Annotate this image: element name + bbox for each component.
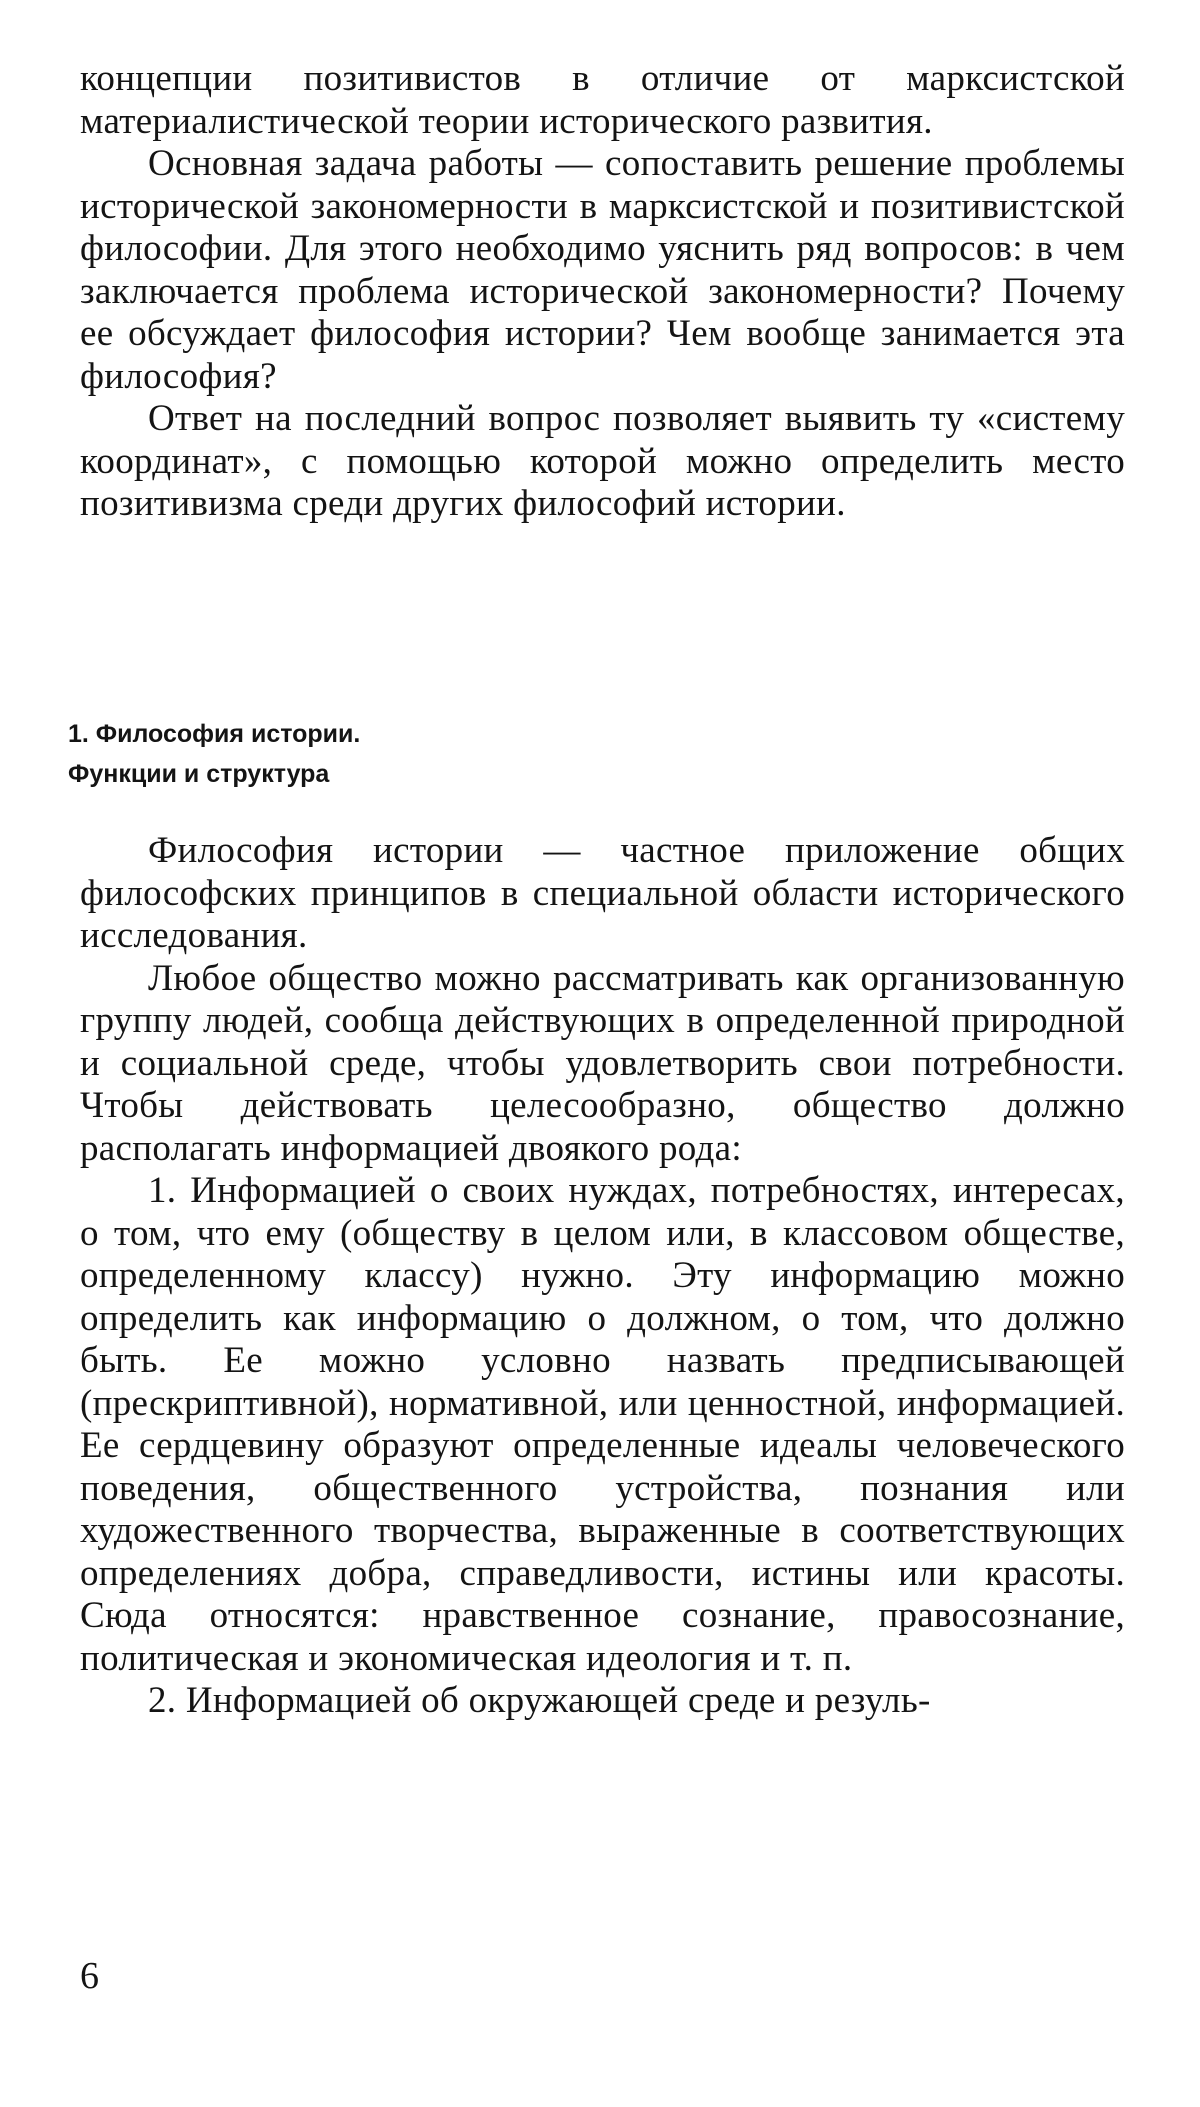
section-paragraph-item-1: 1. Информацией о своих нуждах, потребностях, интересах, о том, что ему (обществу в целом или, в классовом обществе, определенному классу) нужно. Эту информацию можно определить как информацию о должном, о том, что должно быть. Ее можно условно назвать предписывающей (прескриптивной), нормативной, или ценностной, информацией. Ее сердцевину образуют определенные идеалы человеческого поведения, общественного устройства, познания или художественного творчества, выраженные в соответствующих определениях добра, справедливости, истины или красоты. Сюда относятся: нравственное сознание, правосознание, политическая и экономическая идеология и т. п. (80, 1170, 1125, 1679)
section-heading (68, 714, 968, 794)
page-number: 6 (80, 1955, 99, 1997)
section-heading-line-1: 1. Философия истории. (68, 720, 361, 748)
section-paragraph-definition: Философия истории — частное приложение общих философских принципов в специальной области исторического исследования. (80, 830, 1125, 956)
intro-text-block (80, 58, 1125, 526)
section-text-block (80, 830, 1125, 1723)
intro-task-paragraph: Основная задача работы — сопоставить решение проблемы исторической закономерности в марксистской и позитивистской философии. Для этого необходимо уяснить ряд вопросов: в чем заключается проблема исторической закономерности? Почему ее обсуждает философия истории? Чем вообще занимается эта философия? (80, 143, 1125, 397)
intro-continuation-paragraph: концепции позитивистов в отличие от марксистской материалистической теории исторического развития. (80, 58, 1125, 142)
section-heading-line-2: Функции и структура (68, 760, 330, 788)
intro-answer-paragraph: Ответ на последний вопрос позволяет выявить ту «систему координат», с помощью которой можно определить место позитивизма среди других философий истории. (80, 398, 1125, 524)
section-paragraph-society: Любое общество можно рассматривать как организованную группу людей, сообща действующих в определенной природной и социальной среде, чтобы удовлетворить свои потребности. Чтобы действовать целесообразно, общество должно располагать информацией двоякого рода: (80, 957, 1125, 1169)
section-paragraph-item-2: 2. Информацией об окружающей среде и резуль- (148, 1680, 931, 1721)
